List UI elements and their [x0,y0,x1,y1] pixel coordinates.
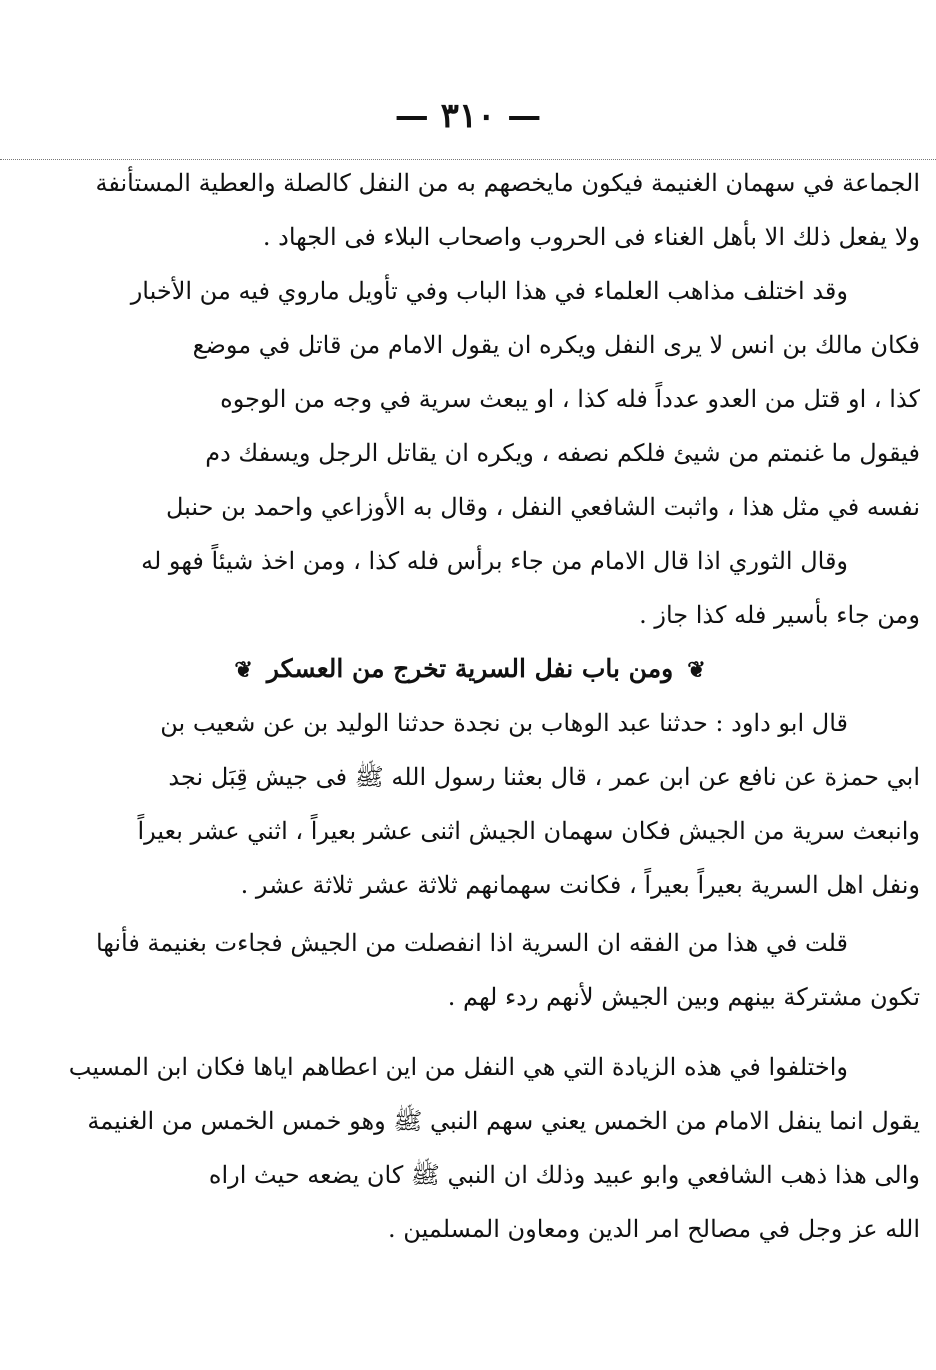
text-line: الله عز وجل في مصالح امر الدين ومعاون المسلمين . [388,1215,920,1243]
text-line: كذا ، او قتل من العدو عدداً فله كذا ، او يبعث سرية في وجه من الوجوه [220,385,920,413]
text-line: ابي حمزة عن نافع عن ابن عمر ، قال بعثنا رسول الله ﷺ فى جيش قِبَل نجد [168,763,920,791]
text-line: يقول انما ينفل الامام من الخمس يعني سهم النبي ﷺ وهو خمس الخمس من الغنيمة [87,1107,920,1135]
text-line: والى هذا ذهب الشافعي وابو عبيد وذلك ان النبي ﷺ كان يضعه حيث اراه [208,1161,920,1189]
text-line: قلت في هذا من الفقه ان السرية اذا انفصلت من الجيش فجاءت بغنيمة فأنها [95,929,848,957]
text-line: فكان مالك بن انس لا يرى النفل ويكره ان يقول الامام من قاتل في موضع [192,331,920,359]
text-line: ولا يفعل ذلك الا بأهل الغناء فى الحروب واصحاب البلاء فى الجهاد . [262,223,920,251]
ornament-icon: ❦ [687,657,706,683]
text-line: الجماعة في سهمان الغنيمة فيكون مايخصهم به من النفل كالصلة والعطية المستأنفة [95,169,920,197]
section-heading [20,642,920,696]
text-line: وانبعث سرية من الجيش فكان سهمان الجيش اثنى عشر بعيراً ، اثني عشر بعيراً [137,817,920,845]
page-body [20,148,920,1256]
text-line: ونفل اهل السرية بعيراً بعيراً ، فكانت سهمانهم ثلاثة عشر ثلاثة عشر . [240,871,920,899]
text-line: ومن جاء بأسير فله كذا جاز . [639,601,920,629]
page-number: — ٣١٠ — [394,96,542,136]
text-line: واختلفوا في هذه الزيادة التي هي النفل من اين اعطاهم اياها فكان ابن المسيب [68,1053,848,1081]
text-line: وقال الثوري اذا قال الامام من جاء برأس فله كذا ، ومن اخذ شيئاً فهو له [141,547,848,575]
ornament-icon: ❦ [234,657,253,683]
text-line: نفسه في مثل هذا ، واثبت الشافعي النفل ، وقال به الأوزاعي واحمد بن حنبل [165,493,920,521]
text-line: قال ابو داود : حدثنا عبد الوهاب بن نجدة حدثنا الوليد بن عن شعيب بن [160,709,848,737]
text-line: فيقول ما غنمتم من شيئ فلكم نصفه ، ويكره ان يقاتل الرجل ويسفك دم [205,439,920,467]
section-heading-text: ومن باب نفل السرية تخرج من العسكر [266,654,674,683]
text-line: وقد اختلف مذاهب العلماء في هذا الباب وفي تأويل ماروي فيه من الأخبار [130,277,848,305]
text-line: تكون مشتركة بينهم وبين الجيش لأنهم ردء لهم . [447,983,920,1011]
